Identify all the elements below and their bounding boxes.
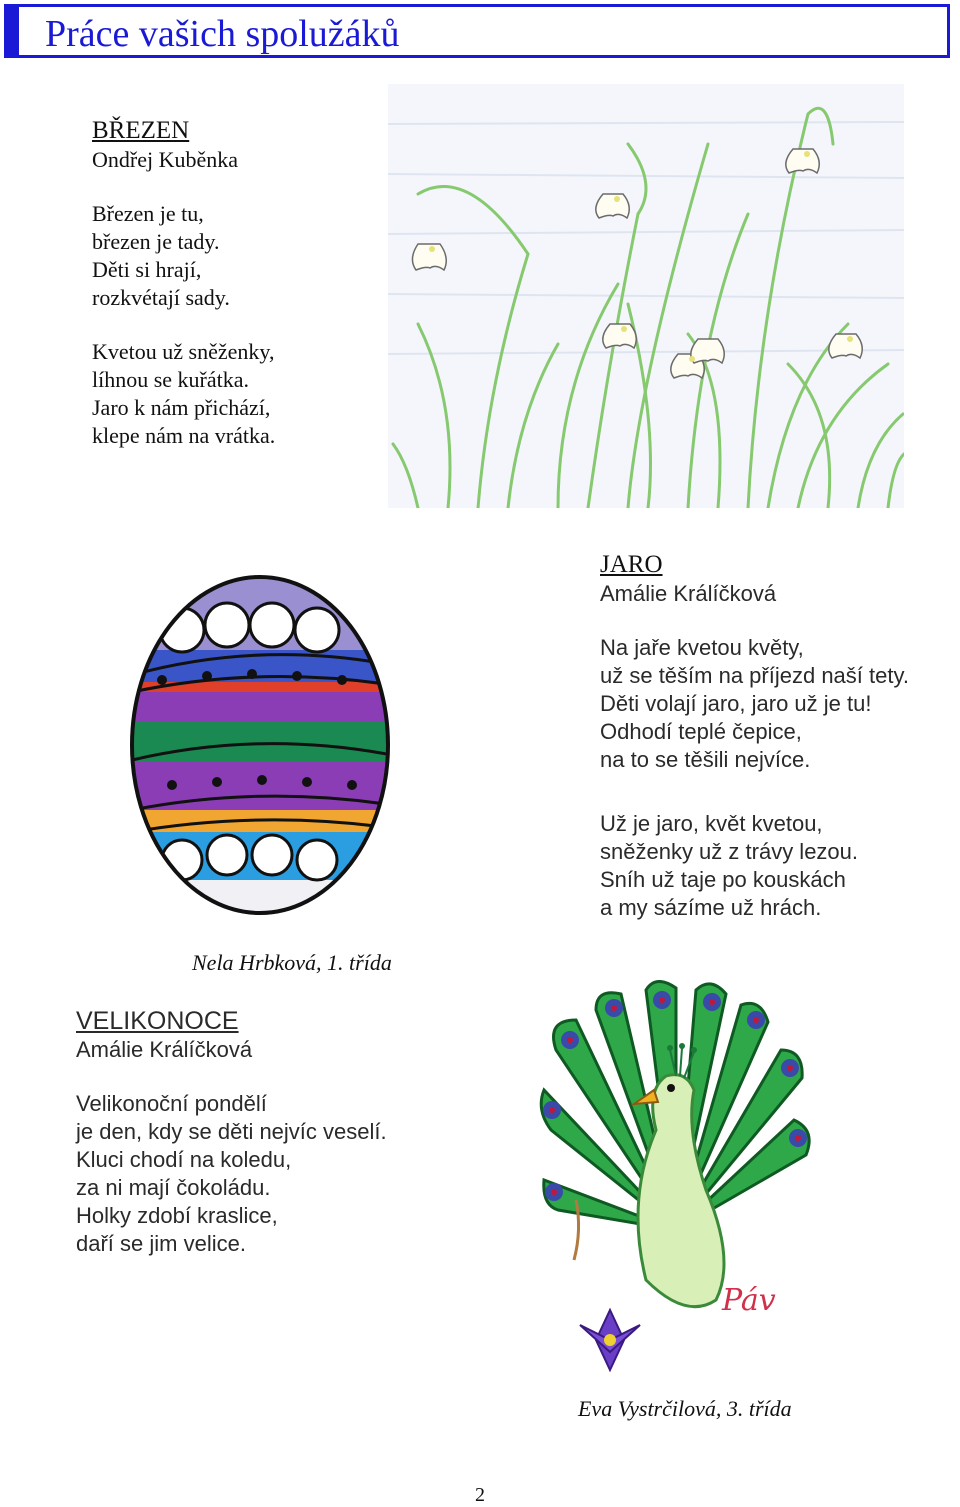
- poem-line: za ni mají čokoládu.: [76, 1175, 271, 1200]
- poem-line: Odhodí teplé čepice,: [600, 719, 802, 744]
- poem-author: Amálie Králíčková: [600, 581, 777, 606]
- header-accent-bar: [7, 7, 19, 55]
- poem-line: rozkvétají sady.: [92, 285, 230, 310]
- poem-line: sněženky už z trávy lezou.: [600, 839, 859, 864]
- poem-line: je den, kdy se děti nejvíc veselí.: [76, 1119, 387, 1144]
- poem-stanza: [600, 810, 909, 922]
- poem-line: líhnou se kuřátka.: [92, 367, 250, 392]
- poem-title: JARO: [600, 551, 663, 578]
- peacock-drawing: [536, 980, 818, 1392]
- poem-line: Kluci chodí na koledu,: [76, 1147, 292, 1172]
- poem-line: Na jaře kvetou květy,: [600, 635, 804, 660]
- poem-jaro: [600, 550, 909, 922]
- snowdrops-drawing: [388, 84, 904, 508]
- poem-stanza: [600, 634, 909, 774]
- poem-title: BŘEZEN: [92, 117, 190, 144]
- poem-author: Ondřej Kuběnka: [92, 147, 239, 172]
- page-title: Práce vašich spolužáků: [45, 13, 400, 55]
- poem-line: klepe nám na vrátka.: [92, 423, 276, 448]
- poem-line: Děti si hrají,: [92, 257, 202, 282]
- page-number: 2: [475, 1484, 485, 1506]
- poem-line: Děti volají jaro, jaro už je tu!: [600, 691, 872, 716]
- egg-credit: Nela Hrbková, 1. třída: [192, 950, 392, 975]
- peacock-credit: Eva Vystrčilová, 3. třída: [578, 1396, 792, 1421]
- poem-line: Sníh už taje po kouskách: [600, 867, 846, 892]
- poem-line: na to se těšili nejvíce.: [600, 747, 811, 772]
- peacock-signature: Páv: [722, 1283, 776, 1318]
- page-header: [4, 4, 950, 58]
- poem-line: Březen je tu,: [92, 201, 204, 226]
- poem-line: Už je jaro, květ kvetou,: [600, 811, 823, 836]
- poem-line: daří se jim velice.: [76, 1231, 246, 1256]
- poem-line: březen je tady.: [92, 229, 220, 254]
- poem-line: Velikonoční pondělí: [76, 1091, 267, 1116]
- poem-line: a my sázíme už hrách.: [600, 895, 822, 920]
- poem-stanza: [92, 338, 275, 450]
- poem-title: VELIKONOCE: [76, 1007, 239, 1035]
- poem-line: Kvetou už sněženky,: [92, 339, 275, 364]
- easter-egg-drawing: [112, 570, 410, 920]
- poem-stanza: [76, 1090, 387, 1258]
- poem-stanza: [92, 200, 275, 312]
- poem-line: Jaro k nám přichází,: [92, 395, 271, 420]
- poem-velikonoce: [76, 1006, 387, 1258]
- poem-brezen: [92, 116, 275, 450]
- poem-line: už se těším na příjezd naší tety.: [600, 663, 909, 688]
- poem-author: Amálie Králíčková: [76, 1037, 253, 1062]
- poem-line: Holky zdobí kraslice,: [76, 1203, 278, 1228]
